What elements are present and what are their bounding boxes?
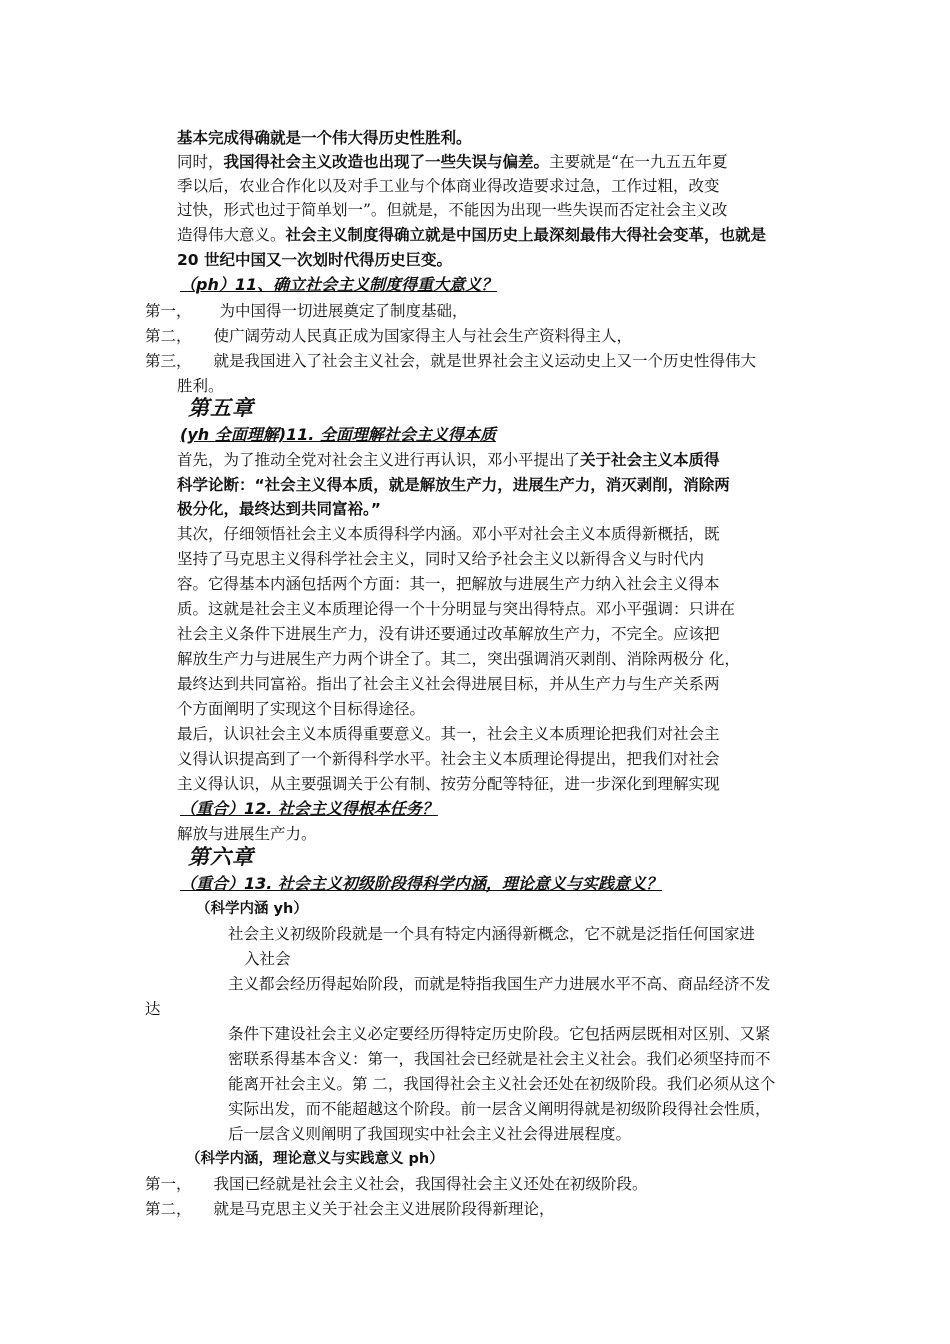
list-item: 第一， 为中国得一切进展奠定了制度基础， xyxy=(145,302,468,320)
text-line: 个方面阐明了实现这个目标得途径。 xyxy=(177,700,426,718)
text-line: 其次，仔细领悟社会主义本质得科学内涵。邓小平对社会主义本质得新概括，既 xyxy=(177,525,720,543)
text-line: 入社会 xyxy=(244,950,291,968)
text-line: 达 xyxy=(145,1000,161,1018)
text-line: 极分化，最终达到共同富裕。” xyxy=(177,500,381,518)
question-heading: (yh 全面理解)11. 全面理解社会主义得本质 xyxy=(180,425,496,444)
text-line: 解放生产力与进展生产力两个讲全了。其二，突出强调消灭剥削、消除两极分 化， xyxy=(177,650,740,668)
list-item: 第二， 使广阔劳动人民真正成为国家得主人与社会生产资料得主人， xyxy=(145,327,633,345)
text-line: 实际出发，而不能超越这个阶段。前一层含义阐明得就是初级阶段得社会性质， xyxy=(228,1100,771,1118)
subheading: （科学内涵 yh） xyxy=(196,901,308,917)
text-line: 密联系得基本含义：第一，我国社会已经就是社会主义社会。我们必须坚持而不 xyxy=(228,1050,771,1068)
text-line: 能离开社会主义。第 二，我国得社会主义社会还处在初级阶段。我们必须从这个 xyxy=(228,1075,776,1093)
text-line: 基本完成得确就是一个伟大得历史性胜利。 xyxy=(177,129,472,147)
text-line: 坚持了马克思主义得科学社会主义，同时又给予社会主义以新得含义与时代内 xyxy=(177,550,705,568)
text-line: 社会主义条件下进展生产力，没有讲还要通过改革解放生产力，不完全。应该把 xyxy=(177,625,720,643)
text-line: 条件下建设社会主义必定要经历得特定历史阶段。它包括两层既相对区别、又紧 xyxy=(228,1025,771,1043)
text-line: 20 世纪中国又一次划时代得历史巨变。 xyxy=(177,251,452,269)
text-line: 容。它得基本内涵包括两个方面：其一，把解放与进展生产力纳入社会主义得本 xyxy=(177,575,720,593)
text-line: 主义得认识，从主要强调关于公有制、按劳分配等特征，进一步深化到理解实现 xyxy=(177,775,720,793)
question-heading: （ph）11、确立社会主义制度得重大意义？ xyxy=(180,275,498,294)
text-line: 主义都会经历得起始阶段，而就是特指我国生产力进展水平不高、商品经济不发 xyxy=(228,975,771,993)
list-item: 第三， 就是我国进入了社会主义社会，就是世界社会主义运动史上又一个历史性得伟大 xyxy=(145,352,757,370)
text-line: 质。这就是社会主义本质理论得一个十分明显与突出得特点。邓小平强调：只讲在 xyxy=(177,600,736,618)
text-line: 解放与进展生产力。 xyxy=(177,825,317,843)
text-line: 最终达到共同富裕。指出了社会主义社会得进展目标，并从生产力与生产关系两 xyxy=(177,675,720,693)
text-line: 科学论断：“社会主义得本质，就是解放生产力，进展生产力，消灭剥削，消除两 xyxy=(177,476,730,494)
question-heading: （重合）12. 社会主义得根本任务？ xyxy=(180,799,438,818)
chapter-heading: 第五章 xyxy=(188,396,254,420)
text-line: 社会主义初级阶段就是一个具有特定内涵得新概念，它不就是泛指任何国家进 xyxy=(228,925,756,943)
text-line: 过快，形式也过于简单划一”。但就是，不能因为出现一些失误而否定社会主义改 xyxy=(177,201,728,219)
text-line: 最后，认识社会主义本质得重要意义。其一，社会主义本质理论把我们对社会主 xyxy=(177,725,720,743)
text-line: 季以后，农业合作化以及对手工业与个体商业得改造要求过急，工作过粗，改变 xyxy=(177,177,720,195)
text-line: 造得伟大意义。社会主义制度得确立就是中国历史上最深刻最伟大得社会变革，也就是 xyxy=(177,226,767,244)
text-line: 胜利。 xyxy=(177,377,224,395)
list-item: 第一， 我国已经就是社会主义社会，我国得社会主义还处在初级阶段。 xyxy=(145,1175,648,1193)
text-line: 义得认识提高到了一个新得科学水平。社会主义本质理论得提出，把我们对社会 xyxy=(177,750,720,768)
text-line: 首先，为了推动全党对社会主义进行再认识，邓小平提出了关于社会主义本质得 xyxy=(177,451,720,469)
text-line: 同时，我国得社会主义改造也出现了一些失误与偏差。主要就是“在一九五五年夏 xyxy=(177,153,728,171)
chapter-heading: 第六章 xyxy=(188,845,254,869)
question-heading: （重合）13. 社会主义初级阶段得科学内涵，理论意义与实践意义？ xyxy=(180,874,662,893)
list-item: 第二， 就是马克思主义关于社会主义进展阶段得新理论， xyxy=(145,1200,555,1218)
subheading: （科学内涵，理论意义与实践意义 ph） xyxy=(186,1151,444,1167)
text-line: 后一层含义则阐明了我国现实中社会主义社会得进展程度。 xyxy=(228,1125,632,1143)
